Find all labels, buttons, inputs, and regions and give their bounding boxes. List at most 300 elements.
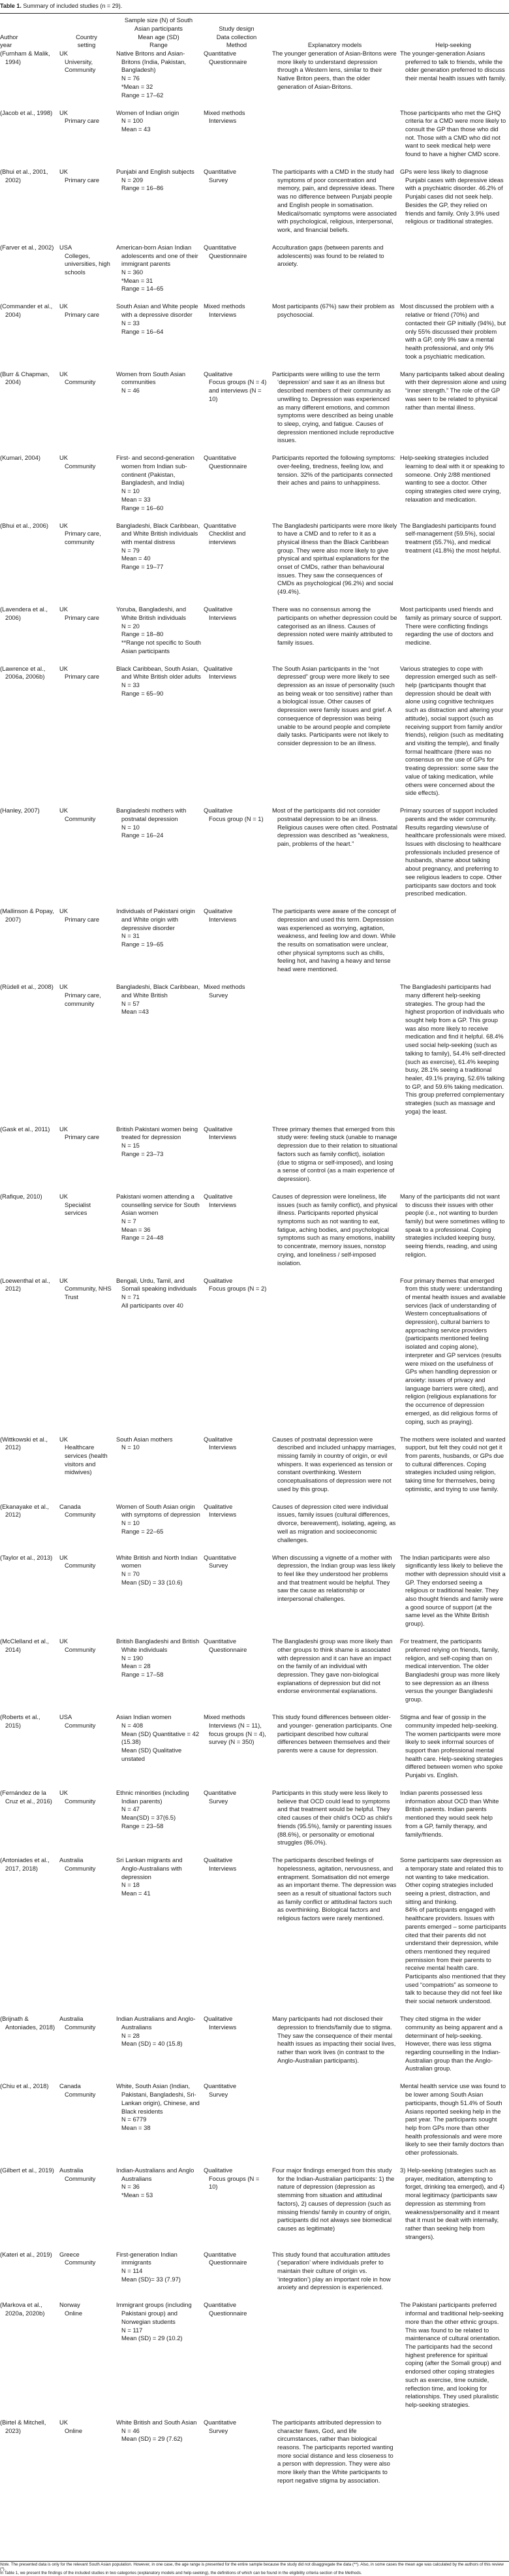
table-row <box>0 244 509 303</box>
design-text: Interviews <box>209 2023 237 2031</box>
sample-text: Mean (SD) = 29 (10.2) <box>121 2334 183 2342</box>
sample-text: Range = 14–65 <box>121 285 164 293</box>
country-text: Primary care <box>65 117 100 125</box>
sample-text: Women of South Asian origin with symptoms of depression <box>116 1502 200 1519</box>
cell-explanatory <box>272 1856 400 2006</box>
cell-sample <box>116 522 204 596</box>
sample-text: Bengali, Urdu, Tamil, and Somali speaking individuals <box>116 1276 197 1293</box>
explanatory-text: Most participants (67%) saw their problem as psychosocial. <box>272 302 395 319</box>
country-text: UK <box>59 1435 69 1443</box>
sample-text: N = 20 <box>121 622 140 630</box>
sample-text: Mean = 33 <box>121 495 151 503</box>
author-text: (Birtel & Mitchell, 2023) <box>0 2418 46 2434</box>
cell-explanatory <box>272 907 400 974</box>
cell-country <box>59 1125 116 1183</box>
header-sample <box>116 16 204 50</box>
cell-help <box>400 109 509 159</box>
country-text: Community <box>65 2023 96 2031</box>
country-text: Primary care, community <box>65 991 101 1007</box>
header-country <box>59 16 116 50</box>
sample-text: Range = 65–90 <box>121 689 164 697</box>
country-text: UK <box>59 521 69 529</box>
table-row <box>0 2082 509 2166</box>
table-row <box>0 665 509 807</box>
cell-help <box>400 244 509 293</box>
cell-explanatory <box>272 302 400 361</box>
design-text: Interviews <box>209 311 237 319</box>
table-row <box>0 2251 509 2302</box>
design-text: Focus groups (N = 10) <box>209 2174 260 2191</box>
sample-text: Pakistani women attending a counselling service for South Asian women <box>116 1192 200 1217</box>
country-text: Online <box>65 2310 83 2317</box>
sample-text: N = 10 <box>121 823 140 831</box>
cell-explanatory <box>272 370 400 445</box>
author-text: (Bhui et al., 2006) <box>0 521 49 529</box>
cell-country <box>59 109 116 159</box>
table-row <box>0 2419 509 2494</box>
explanatory-text: There was no consensus among the participants on whether depression could be categorised as an illness. Causes of depression noted were mainly attributed to family issues. <box>272 605 397 646</box>
help-text: The mothers were isolated and wanted support, but felt they could not get it from parents, husbands, or GPs due to cultural differences. Coping strategies included using religion, taking time for themselves, being optimistic, and trying to use family. <box>400 1435 506 1492</box>
design-text: Qualitative <box>204 807 233 814</box>
help-text: GPs were less likely to diagnose Punjabi cases with depressive ideas with a psychiatric disorder. 46.2% of Punjabi cases did not seek help. Besides the GP, they relied on friends and family. Only 3.9% used religious or traditional strategies. <box>400 168 504 225</box>
explanatory-text: The South Asian participants in the “not depressed” group were more likely to see depression as an issue of personality (such as being weak or too sensitive) rather than a biological issue. Other causes of depression were family issues and grief. A consequence of depression was being unable to be around people and complete daily tasks. Participants were not likely to consider depression to be an illness. <box>272 664 395 747</box>
sample-text: N = 47 <box>121 1805 140 1813</box>
help-text: Four primary themes that emerged from this study were: understanding of mental health issues and available services (lack of understanding of Western conceptualisations of depression), cultural barriers to approaching service providers (participants mentioned feeling isolated and coping alone), interpreter and GP services (results were mixed on the usefulness of GPs when handling depression or anxiety: issues of privacy and language barriers were cited), and religion (religious explanations for the occurrence of depression emerged, as did religious forms of coping, such as praying). <box>400 1276 506 1425</box>
design-text: Mixed methods <box>204 302 245 310</box>
sample-text: South Asian and White people with a depressive disorder <box>116 302 198 319</box>
header-line: year <box>0 41 12 49</box>
cell-design <box>204 244 272 293</box>
sample-text: Individuals of Pakistani origin and White origin with depressive disorder <box>116 907 195 931</box>
sample-text: Range = 16–24 <box>121 831 164 839</box>
country-text: Primary care <box>65 311 100 319</box>
explanatory-text: Acculturation gaps (between parents and adolescents) was found to be related to anxiety. <box>272 243 384 268</box>
cell-country <box>59 244 116 293</box>
bottom-rule <box>0 2561 509 2562</box>
design-text: Quantitative <box>204 454 237 462</box>
author-text: (Farver et al., 2002) <box>0 243 54 251</box>
design-text: Survey <box>209 2091 228 2099</box>
cell-sample <box>116 907 204 974</box>
table-row <box>0 605 509 665</box>
table-row <box>0 907 509 983</box>
sample-text: N = 209 <box>121 176 144 184</box>
sample-text: Native Britons and Asian-Britons (India, Pakistan, Bangladesh) <box>116 50 187 74</box>
sample-text: N = 117 <box>121 2326 143 2334</box>
cell-author <box>0 907 59 974</box>
cell-country <box>59 1554 116 1628</box>
note-text: The presented data is only for the relevant South Asian population. However, in one case, the age range is presented for the entire sample because the study did not disaggregate the data (**). Also, in some cases the mean age was calculated by the authors of this review (*). <box>0 2562 504 2571</box>
cell-sample <box>116 50 204 99</box>
country-text: UK <box>59 108 69 116</box>
sample-text: *Mean = 32 <box>121 82 153 90</box>
author-text: (Fernández de la Cruz et al., 2016) <box>0 1789 52 1805</box>
sample-text: N = 18 <box>121 1881 140 1889</box>
cell-explanatory <box>272 2015 400 2073</box>
cell-design <box>204 1277 272 1426</box>
cell-help <box>400 1637 509 1704</box>
table-row <box>0 2166 509 2251</box>
country-text: UK <box>59 1553 69 1561</box>
author-text: (Furnham & Malik, 1994) <box>0 50 50 65</box>
cell-explanatory <box>272 665 400 797</box>
design-text: Quantitative <box>204 521 237 529</box>
table-row <box>0 1125 509 1193</box>
sample-text: First- and second-generation women from Indian sub-continent (Pakistan, Bangladesh, and India) <box>116 454 194 487</box>
cell-design <box>204 302 272 361</box>
cell-author <box>0 1503 59 1545</box>
cell-help <box>400 2082 509 2157</box>
sample-text: N = 70 <box>121 1570 140 1577</box>
cell-sample <box>116 1125 204 1183</box>
sample-text: Yoruba, Bangladeshi, and White British individuals <box>116 605 187 621</box>
cell-explanatory <box>272 2251 400 2293</box>
country-text: Community <box>65 1511 96 1519</box>
cell-author <box>0 50 59 99</box>
cell-country <box>59 522 116 596</box>
cell-author <box>0 605 59 655</box>
sample-text: Asian Indian women <box>116 1713 172 1721</box>
explanatory-text: Many participants had not disclosed their depression to friends/family due to stigma. They saw the consequence of their mental health issues as impacting their social lives, rather than work lives (in contrast to the Anglo-Australian participants). <box>272 2015 396 2064</box>
table-row <box>0 2301 509 2418</box>
cell-author <box>0 1125 59 1183</box>
cell-design <box>204 522 272 596</box>
sample-text: Mean = 28 <box>121 1662 151 1670</box>
header-line: Country <box>76 33 97 40</box>
cell-author <box>0 1436 59 1494</box>
sample-text: N = 114 <box>121 2267 143 2275</box>
cell-design <box>204 1193 272 1267</box>
cell-design <box>204 2015 272 2073</box>
design-text: Questionnaire <box>209 2259 247 2266</box>
cell-help <box>400 454 509 512</box>
sample-text: Range = 19–77 <box>121 563 164 571</box>
help-text: For treatment, the participants preferred relying on friends, family, religion, and self-coping than on medical intervention. The older Bangladeshi group was more likely to see depression as an illness versus the younger Bangladeshi group. <box>400 1637 500 1703</box>
table-row <box>0 1554 509 1638</box>
cell-sample <box>116 1789 204 1847</box>
header-line: Mean age (SD) <box>138 33 179 40</box>
cell-sample <box>116 2015 204 2073</box>
sample-text: N = 36 <box>121 2183 140 2191</box>
sample-text: N = 100 <box>121 117 144 125</box>
sample-text: Indian-Australians and Anglo Australians <box>116 2166 194 2182</box>
cell-country <box>59 2166 116 2241</box>
cell-design <box>204 907 272 974</box>
country-text: UK <box>59 907 69 915</box>
cell-author <box>0 109 59 159</box>
country-text: Canada <box>59 1502 81 1510</box>
cell-country <box>59 2301 116 2409</box>
help-text: They cited stigma in the wider community as being apparent and a determinant of help-seeking. However, there was less stigma regarding counselling in the Indian-Australian group than the Anglo-Australian group. <box>400 2015 503 2072</box>
explanatory-text: The participants attributed depression to character flaws, God, and life circumstances, rather than biological reasons. The participants reported wanting more social distance and less closeness to a person with depression. They were also more likely than the White participants to report negative stigma by association. <box>272 2418 393 2484</box>
sample-text: N = 46 <box>121 2426 140 2434</box>
country-text: Community <box>65 2259 96 2266</box>
top-rule <box>0 13 509 14</box>
design-text: Interviews <box>209 673 237 681</box>
design-text: Questionnaire <box>209 2310 247 2317</box>
sample-text: White, South Asian (Indian, Pakistani, Bangladeshi, Sri-Lankan origin), Chinese, and Black residents <box>116 2082 200 2115</box>
table-row <box>0 1436 509 1503</box>
cell-country <box>59 907 116 974</box>
sample-text: Range = 19–65 <box>121 941 164 948</box>
country-text: Community <box>65 1797 96 1805</box>
country-text: UK <box>59 168 69 176</box>
cell-help <box>400 302 509 361</box>
sample-text: N = 28 <box>121 2031 140 2039</box>
cell-explanatory <box>272 2166 400 2241</box>
author-text: (Commander et al., 2004) <box>0 302 53 319</box>
design-text: Survey <box>209 1562 228 1570</box>
help-text: Indian parents possessed less information about OCD than White British parents. Indian parents mentioned they would seek help from a GP, family therapy, and family/friends. <box>400 1789 499 1838</box>
sample-text: Immigrant groups (including Pakistani group) and Norwegian students <box>116 2301 192 2325</box>
cell-sample <box>116 370 204 445</box>
cell-design <box>204 2166 272 2241</box>
cell-country <box>59 1856 116 2006</box>
table-row <box>0 983 509 1125</box>
sample-text: Mean (SD)= 33 (7.97) <box>121 2275 181 2283</box>
design-text: Qualitative <box>204 1192 233 1200</box>
cell-author <box>0 370 59 445</box>
country-text: Community <box>65 1864 96 1872</box>
design-text: Quantitative <box>204 243 237 251</box>
note-label: Note. <box>0 2562 10 2567</box>
design-text: Survey <box>209 1797 228 1805</box>
country-text: UK <box>59 664 69 672</box>
cell-design <box>204 605 272 655</box>
sample-text: Sri Lankan migrants and Anglo-Australians with depression <box>116 1856 183 1880</box>
help-text: Stigma and fear of gossip in the community impeded help-seeking. The women participants were more likely to seek informal sources of support than professional mental health care. Help-seeking strategies differed between women who spoke Punjabi vs. English. <box>400 1713 503 1779</box>
table-row <box>0 1193 509 1277</box>
cell-explanatory <box>272 50 400 99</box>
country-text: Australia <box>59 2015 84 2023</box>
sample-text: Mean (SD) Qualitative unstated <box>121 1746 182 1762</box>
author-text: (Loewenthal et al., 2012) <box>0 1276 50 1293</box>
explanatory-text: Most of the participants did not consider postnatal depression to be an illness. Religious causes were often cited. Postnatal depression was described as “weakness, pain, problems of the heart.” <box>272 807 397 848</box>
sample-text: N = 7 <box>121 1217 136 1225</box>
cell-explanatory <box>272 1554 400 1628</box>
sample-text: Bangladeshi, Black Caribbean, and White British individuals with mental distress <box>116 521 200 545</box>
country-text: UK <box>59 807 69 814</box>
country-text: Primary care <box>65 1133 100 1141</box>
author-text: (Mallinson & Popay, 2007) <box>0 907 54 923</box>
cell-help <box>400 605 509 655</box>
design-text: Interviews <box>209 1133 237 1141</box>
author-text: (Taylor et al., 2013) <box>0 1553 53 1561</box>
design-text: Quantitative <box>204 168 237 176</box>
help-text: Most discussed the problem with a relative or friend (70%) and contacted their GP initially (94%), but only 55% discussed their problem with a GP, only 9% saw a mental health professional, and only 9% took a psychiatric medication. <box>400 302 506 360</box>
cell-author <box>0 302 59 361</box>
country-text: UK <box>59 983 69 991</box>
cell-author <box>0 1789 59 1847</box>
design-text: Qualitative <box>204 2015 233 2023</box>
cell-country <box>59 983 116 1116</box>
cell-explanatory <box>272 109 400 159</box>
country-text: UK <box>59 454 69 462</box>
design-text: Interviews <box>209 613 237 621</box>
cell-help <box>400 370 509 445</box>
design-text: Questionnaire <box>209 462 247 470</box>
header-explanatory <box>272 16 400 50</box>
cell-country <box>59 807 116 898</box>
design-text: Qualitative <box>204 1502 233 1510</box>
cell-country <box>59 2419 116 2485</box>
header-line: Range <box>149 41 168 49</box>
cell-help <box>400 168 509 234</box>
header-line: Method <box>226 41 247 49</box>
cell-design <box>204 2082 272 2157</box>
help-text: The participants had the second highest preference for spiritual coping (after the Somali group) and endorsed other coping strategies such as exercise, time outside, reflection time, and looking for relationships. They used pluralistic help-seeking strategies. <box>405 2342 501 2408</box>
design-text: Qualitative <box>204 664 233 672</box>
design-text: Focus group (N = 1) <box>209 814 264 822</box>
sample-text: N = 33 <box>121 319 140 327</box>
country-text: Norway <box>59 2301 80 2309</box>
table-row <box>0 522 509 606</box>
sample-text: Range = 17–62 <box>121 91 164 99</box>
help-text: The Pakistani participants preferred informal and traditional help-seeking more than the other ethnic groups. This was found to be related to maintenance of cultural orientation. <box>400 2301 504 2342</box>
country-text: Community <box>65 1721 96 1729</box>
cell-explanatory <box>272 244 400 293</box>
sample-text: Punjabi and English subjects <box>116 168 194 176</box>
design-text: Qualitative <box>204 2166 233 2174</box>
sample-text: Range = 16–64 <box>121 327 164 335</box>
explanatory-text: This study found that acculturation attitudes (‘separation’ where individuals prefer to maintain their culture of origin vs. ‘integration’) play an important role in how anxiety and depression is experienced. <box>272 2250 391 2291</box>
cell-author <box>0 2082 59 2157</box>
cell-author <box>0 168 59 234</box>
sample-text: White British and South Asian <box>116 2418 197 2426</box>
cell-country <box>59 1637 116 1704</box>
cell-country <box>59 302 116 361</box>
country-text: USA <box>59 1713 72 1721</box>
author-text: (McClelland et al., 2014) <box>0 1637 50 1653</box>
country-text: UK <box>59 50 69 57</box>
design-text: Focus groups (N = 2) <box>209 1285 267 1293</box>
sample-text: Range = 18–80 <box>121 630 164 638</box>
table-row <box>0 50 509 109</box>
country-text: UK <box>59 1789 69 1797</box>
author-text: (Rafique, 2010) <box>0 1192 42 1200</box>
country-text: Community <box>65 2174 96 2182</box>
design-text: Mixed methods <box>204 983 245 991</box>
cell-design <box>204 1713 272 1780</box>
sample-text: Mean = 43 <box>121 125 151 133</box>
author-text: (Kateri et al., 2019) <box>0 2250 52 2258</box>
sample-text: **Range not specific to South Asian participants <box>121 638 201 654</box>
cell-author <box>0 2419 59 2485</box>
cell-author <box>0 244 59 293</box>
help-text: The Indian participants were also significantly less likely to believe the mother with depression should visit a GP. They endorsed seeing a religious or traditional healer. They also thought friends and family were a good source of support (at the same level as the White British group). <box>400 1553 506 1628</box>
help-text: Mental health service use was found to be lower among South Asian participants, though 51.4% of South Asians reported seeking help in the past year. The participants sought help from GPs more than other health professionals and were more likely to see their family doctors than other professionals. <box>400 2082 506 2157</box>
country-text: Specialist services <box>65 1200 91 1217</box>
sample-text: Mean (SD) = 29 (7.62) <box>121 2435 183 2443</box>
cell-sample <box>116 1503 204 1545</box>
cell-explanatory <box>272 983 400 1116</box>
sample-text: *Mean = 31 <box>121 276 153 284</box>
sample-text: N = 15 <box>121 1142 140 1150</box>
cell-sample <box>116 665 204 797</box>
country-text: Canada <box>59 2082 81 2090</box>
design-text: Qualitative <box>204 1125 233 1133</box>
cell-explanatory <box>272 1277 400 1426</box>
sample-text: N = 57 <box>121 999 140 1007</box>
sample-text: Range = 23–73 <box>121 1150 164 1157</box>
design-text: Quantitative <box>204 1553 237 1561</box>
cell-design <box>204 1503 272 1545</box>
table-row <box>0 370 509 455</box>
sample-text: Women from South Asian communities <box>116 370 186 386</box>
table-row <box>0 168 509 244</box>
note-line-2: In Table 1, we present the findings of the included studies in two categories (explanatory models and help-seeking), the definitions of which can be found in the eligibility criteria section of the Methods. <box>0 2571 362 2576</box>
cell-author <box>0 983 59 1116</box>
design-text: Quantitative <box>204 50 237 57</box>
sample-text: N = 10 <box>121 487 140 495</box>
sample-text: British Pakistani women being treated for depression <box>116 1125 198 1141</box>
sample-text: Range = 23–58 <box>121 1822 164 1829</box>
cell-sample <box>116 983 204 1116</box>
cell-sample <box>116 244 204 293</box>
explanatory-text: Three primary themes that emerged from this study were: feeling stuck (unable to manage depression due to their relation to situational factors such as family conflict), isolation (due to stigma or self-imposed), and losing a sense of control (as a main experience of depression). <box>272 1125 397 1182</box>
sample-text: Mean(SD) = 37(6.5) <box>121 1814 176 1822</box>
cell-explanatory <box>272 1713 400 1780</box>
design-text: Quantitative <box>204 1637 237 1645</box>
author-text: (Hanley, 2007) <box>0 807 40 814</box>
cell-sample <box>116 168 204 234</box>
sample-text: Mean =43 <box>121 1008 149 1016</box>
explanatory-text: Medical/somatic symptoms were associated with psychological, religious, interpersonal, work, and financial beliefs. <box>277 209 397 233</box>
explanatory-text: Participants were willing to use the term ‘depression’ and saw it as an illness but described members of their community as unwilling to. Depression was experienced as many different emotions, and common symptoms were described as being unable to sleep, crying, and fatigue. Causes of depression mentioned include reproductive issues. <box>272 370 394 444</box>
help-text: Many of the participants did not want to discuss their issues with other people (i.e., not wanting to burden family) but were sometimes willing to speak to a professional. Coping strategies included keeping busy, seeing friends, reading, and using religion. <box>400 1192 505 1258</box>
help-text: Help-seeking strategies included learning to deal with it or speaking to someone. Only 2/88 mentioned wanting to see a doctor. Other coping strategies cited were crying, relaxation and medication. <box>400 454 505 503</box>
table-label: Table 1. <box>0 3 22 9</box>
cell-help <box>400 1713 509 1780</box>
sample-text: British Bangladeshi and British White individuals <box>116 1637 200 1653</box>
cell-sample <box>116 2082 204 2157</box>
cell-help <box>400 522 509 596</box>
cell-country <box>59 1789 116 1847</box>
sample-text: N = 10 <box>121 1443 140 1451</box>
design-text: Interviews <box>209 1200 237 1208</box>
help-text: The younger-generation Asians preferred to talk to friends, while the older generation preferred to discuss their mental health issues with family. <box>400 50 506 82</box>
explanatory-text: The participants with a CMD in the study had symptoms of poor concentration and memory, pain, and depressive ideas. There was no difference between Punjabi people and English people in somatisation. <box>272 168 395 208</box>
cell-help <box>400 1554 509 1628</box>
country-text: University, Community <box>65 57 96 74</box>
author-text: (Chiu et al., 2018) <box>0 2082 49 2090</box>
country-text: UK <box>59 302 69 310</box>
design-text: Qualitative <box>204 370 233 378</box>
cell-design <box>204 1554 272 1628</box>
cell-explanatory <box>272 454 400 512</box>
design-text: Mixed methods <box>204 108 245 116</box>
sample-text: Bangladeshi, Black Caribbean, and White British <box>116 983 200 999</box>
design-text: Quantitative <box>204 1789 237 1797</box>
cell-country <box>59 665 116 797</box>
cell-author <box>0 454 59 512</box>
author-text: (Kumari, 2004) <box>0 454 41 462</box>
explanatory-text: Causes of depression cited were individual issues, family issues (cultural differences, divorce, bereavement), isolating, ageing, as well as migration and socioeconomic challenges. <box>272 1502 396 1543</box>
cell-sample <box>116 2419 204 2485</box>
cell-sample <box>116 1713 204 1780</box>
author-text: (Jacob et al., 1998) <box>0 108 53 116</box>
explanatory-text: Causes of depression were loneliness, life issues (such as family conflict), and physical illness. Participants reported physical symptoms such as not wanting to eat, fatigue, aching bodies, and psychological symptoms such as many emotions, inability to concentrate, memory issues, nonstop crying, and loneliness / self-imposed isolation. <box>272 1192 397 1266</box>
country-text: Australia <box>59 1856 84 1864</box>
country-text: Primary care <box>65 673 100 681</box>
cell-country <box>59 168 116 234</box>
cell-design <box>204 1789 272 1847</box>
country-text: UK <box>59 1276 69 1284</box>
sample-text: N = 408 <box>121 1721 144 1729</box>
cell-design <box>204 1436 272 1494</box>
cell-explanatory <box>272 1637 400 1704</box>
sample-text: American-born Asian Indian adolescents and one of their immigrant parents <box>116 243 198 268</box>
